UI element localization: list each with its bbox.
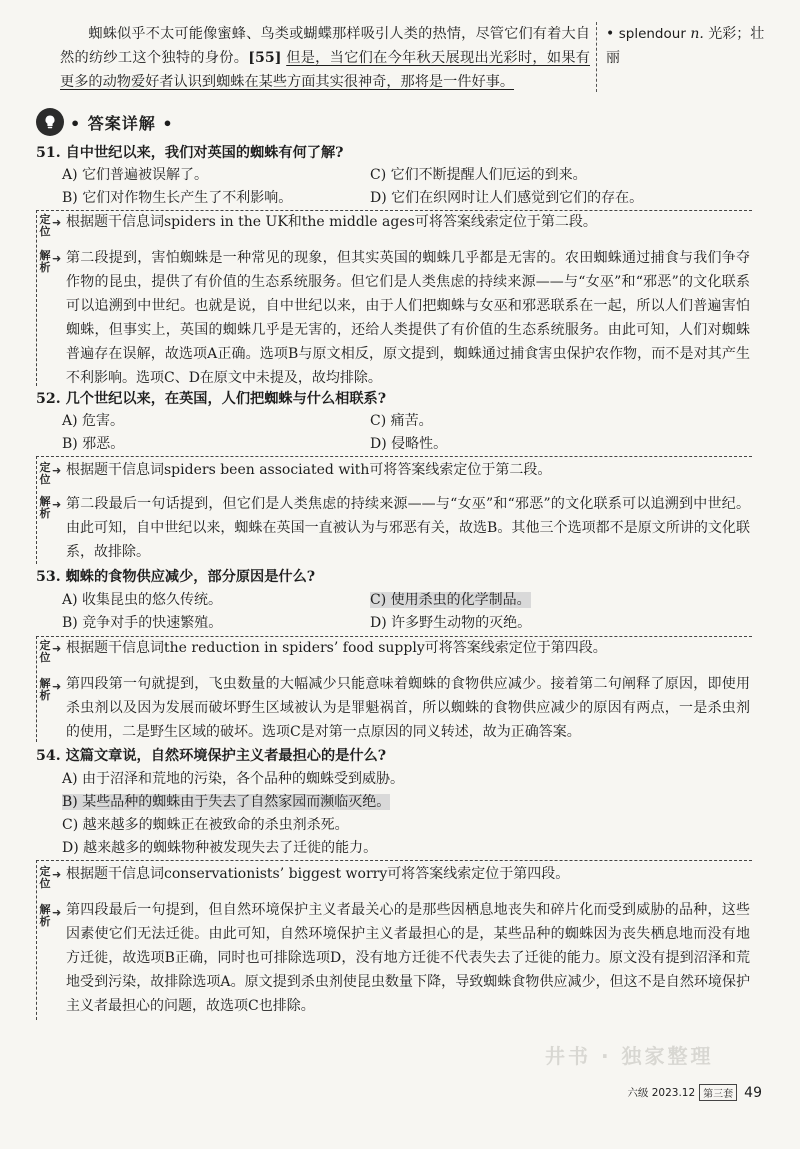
locate-label: 定位 <box>39 865 51 890</box>
watermark: 井书 · 独家整理 <box>545 1044 714 1068</box>
arrow-icon: ➜ <box>52 252 62 265</box>
analysis-label: 解析 <box>39 495 51 520</box>
arrow-icon: ➜ <box>52 216 62 229</box>
divider <box>36 456 37 564</box>
q53-option-c: C) 使用杀虫的化学制品。 <box>370 592 531 608</box>
locate-label: 定位 <box>39 213 51 238</box>
gloss-word: splendour <box>618 26 686 42</box>
q54-option-d: D) 越来越多的蜘蛛物种被发现失去了迁徙的能力。 <box>62 840 378 856</box>
vocabulary-gloss <box>606 22 776 70</box>
q53-option-b: B) 竞争对手的快速繁殖。 <box>62 615 223 631</box>
q53-analysis: 第四段第一句就提到，飞虫数量的大幅减少只能意味着蜘蛛的食物供应减少。接着第二句阐释了原因，即使用杀虫剂以及因为发展而破坏野生区域被认为是罪魁祸首，所以蜘蛛的食物供应减少的原因有两点，一是杀虫剂的使用，二是野生区域的破坏。选项C是对第一点原因的同义转述，故为正确答案。 <box>66 676 750 740</box>
locate-label: 定位 <box>39 639 51 664</box>
passage-text: 蜘蛛似乎不太可能像蜜蜂、鸟类或蝴蝶那样吸引人类的热情，尽管它们有着大自然的纺纱工这个独特的身份。 <box>60 26 590 66</box>
gloss-meaning: 光彩；壮丽 <box>606 26 765 66</box>
arrow-icon: ➜ <box>52 498 62 511</box>
question-marker: [55] <box>248 50 282 66</box>
q52-option-a: A) 危害。 <box>62 413 125 429</box>
page-number: 49 <box>744 1084 762 1101</box>
q54-locate: 根据题干信息词conservationists’ biggest worry可将答案线索定位于第四段。 <box>66 866 570 882</box>
q51-option-d: D) 它们在织网时让人们感觉到它们的存在。 <box>370 190 644 206</box>
q54-option-b: B) 某些品种的蜘蛛由于失去了自然家园而濒临灭绝。 <box>62 794 391 810</box>
section-title: • 答案详解 • <box>70 113 174 133</box>
q52-analysis: 第二段最后一句话提到，但它们是人类焦虑的持续来源——与“女巫”和“邪恶”的文化联系可以追溯到中世纪。由此可知，自中世纪以来，蜘蛛在英国一直被认为与邪恶有关，故选B。其他三个选项都不是原文所讲的文化联系，故排除。 <box>66 496 750 560</box>
q53-option-a: A) 收集昆虫的悠久传统。 <box>62 592 223 608</box>
question-52-title: 52. 几个世纪以来，在英国，人们把蜘蛛与什么相联系? <box>36 391 387 407</box>
q54-analysis: 第四段最后一句提到，但自然环境保护主义者最关心的是那些因栖息地丧失和碎片化而受到威胁的品种，这些因素使它们无法迁徙。由此可知，自然环境保护主义者最担心的是，某些品种的蜘蛛因为丧失栖息地而没有地方迁徙，故选项B正确，同时也可排除选项D，没有地方迁徙不代表失去了迁徙的能力。原文没有提到沼泽和荒地受到污染，故排除选项A。原文提到杀虫剂使昆虫数量下降，导致蜘蛛食物供应减少，但这不是自然环境保护主义者最担心的问题，故选项C也排除。 <box>66 902 750 1014</box>
q52-locate: 根据题干信息词spiders been associated with可将答案线索定位于第二段。 <box>66 462 552 478</box>
gloss-divider <box>596 22 597 92</box>
q53-option-d: D) 许多野生动物的灭绝。 <box>370 615 532 631</box>
question-51-title: 51. 自中世纪以来，我们对英国的蜘蛛有何了解? <box>36 145 344 161</box>
exam-label: 六级 2023.12 <box>627 1087 696 1099</box>
question-53-title: 53. 蜘蛛的食物供应减少，部分原因是什么? <box>36 569 316 585</box>
divider <box>36 860 752 861</box>
q51-locate: 根据题干信息词spiders in the UK和the middle ages可将答案线索定位于第二段。 <box>66 214 597 230</box>
underlined-sentence: 但是，当它们在今年秋天展现出光彩时，如果有更多的动物爱好者认识到蜘蛛在某些方面其实很神奇，那将是一件好事。 <box>60 50 590 90</box>
issue-badge: 第三套 <box>699 1084 737 1101</box>
q52-option-b: B) 邪恶。 <box>62 436 125 452</box>
gloss-pos: n. <box>690 26 704 42</box>
q51-option-c: C) 它们不断提醒人们厄运的到来。 <box>370 167 587 183</box>
analysis-label: 解析 <box>39 903 51 928</box>
arrow-icon: ➜ <box>52 906 62 919</box>
divider <box>36 860 37 1020</box>
page-footer <box>627 1084 762 1101</box>
q52-option-c: C) 痛苦。 <box>370 413 433 429</box>
q51-option-a: A) 它们普遍被误解了。 <box>62 167 209 183</box>
q51-analysis: 第二段提到，害怕蜘蛛是一种常见的现象，但其实英国的蜘蛛几乎都是无害的。农田蜘蛛通过捕食与我们争夺作物的昆虫，提供了有价值的生态系统服务。但它们是人类焦虑的持续来源——与“女巫”和“邪恶”的文化联系可以追溯到中世纪。也就是说，自中世纪以来，由于人们把蜘蛛与女巫和邪恶联系在一起，所以人们普遍害怕蜘蛛，但事实上，英国的蜘蛛几乎是无害的，还给人类提供了有价值的生态系统服务。由此可知，人们对蜘蛛普遍存在误解，故选项A正确。选项B与原文相反，原文提到，蜘蛛通过捕食害虫保护农作物，而不是对其产生不利影响。选项C、D在原文中未提及，故均排除。 <box>66 250 750 386</box>
question-54-title: 54. 这篇文章说，自然环境保护主义者最担心的是什么? <box>36 748 387 764</box>
divider <box>36 456 752 457</box>
lightbulb-icon <box>36 108 64 136</box>
divider <box>36 636 37 742</box>
section-header <box>36 108 174 136</box>
passage-excerpt <box>60 22 590 94</box>
divider <box>36 210 37 386</box>
analysis-label: 解析 <box>39 677 51 702</box>
q53-locate: 根据题干信息词the reduction in spiders’ food supply可将答案线索定位于第四段。 <box>66 640 607 656</box>
arrow-icon: ➜ <box>52 680 62 693</box>
locate-label: 定位 <box>39 461 51 486</box>
arrow-icon: ➜ <box>52 464 62 477</box>
arrow-icon: ➜ <box>52 642 62 655</box>
q54-option-c: C) 越来越多的蜘蛛正在被致命的杀虫剂杀死。 <box>62 817 349 833</box>
arrow-icon: ➜ <box>52 868 62 881</box>
gloss-bullet: • <box>606 26 615 42</box>
q52-option-d: D) 侵略性。 <box>370 436 448 452</box>
q51-option-b: B) 它们对作物生长产生了不利影响。 <box>62 190 293 206</box>
analysis-label: 解析 <box>39 249 51 274</box>
q54-option-a: A) 由于沼泽和荒地的污染，各个品种的蜘蛛受到威胁。 <box>62 771 405 787</box>
